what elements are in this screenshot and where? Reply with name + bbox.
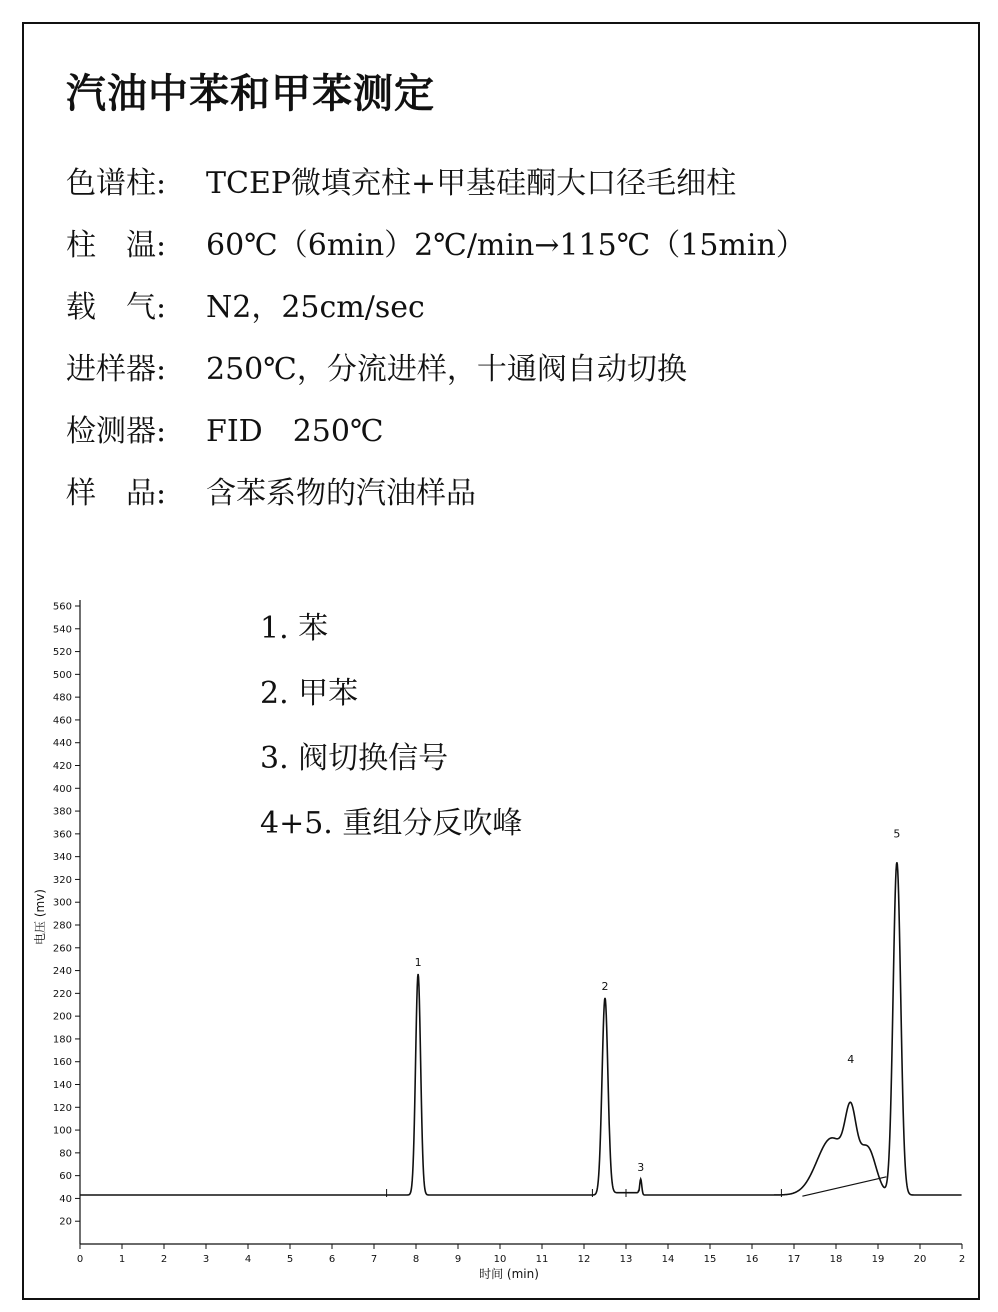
y-tick-label: 200	[52, 1011, 72, 1023]
x-tick-label: 19	[871, 1254, 885, 1265]
y-tick-label: 120	[52, 1102, 72, 1114]
y-tick-label: 140	[52, 1080, 72, 1091]
condition-value: TCEP微填充柱+甲基硅酮大口径毛细柱	[206, 166, 737, 201]
y-tick-label: 340	[52, 852, 72, 864]
y-tick-label: 500	[52, 669, 72, 681]
chromatogram-trace	[80, 827, 962, 1197]
condition-label: 进样器:	[66, 352, 167, 387]
x-tick-label: 15	[703, 1254, 717, 1265]
legend-item-1: 1. 苯	[260, 611, 329, 646]
x-tick-label: 1	[118, 1254, 126, 1265]
y-tick-label: 80	[59, 1148, 72, 1160]
peak-label: 2	[601, 979, 609, 993]
y-tick-label: 480	[52, 692, 72, 704]
x-tick-label: 17	[787, 1254, 801, 1265]
condition-label: 样 品:	[66, 476, 167, 511]
condition-label: 柱 温:	[66, 228, 167, 263]
x-tick-label: 4	[244, 1254, 252, 1265]
x-tick-label: 0	[76, 1254, 84, 1265]
x-tick-label: 5	[286, 1254, 294, 1265]
y-tick-label: 420	[52, 761, 72, 772]
x-tick-label: 13	[619, 1254, 633, 1265]
legend-item-2: 2. 甲苯	[260, 676, 359, 711]
x-tick-label: 11	[535, 1254, 549, 1265]
y-axis-ticks	[53, 602, 80, 1228]
y-tick-label: 180	[52, 1034, 72, 1046]
x-tick-label: 12	[577, 1254, 591, 1265]
y-tick-label: 460	[52, 715, 72, 727]
y-tick-label: 300	[52, 897, 72, 909]
y-tick-label: 440	[52, 738, 72, 750]
x-tick-label: 20	[913, 1254, 927, 1265]
y-tick-label: 380	[52, 806, 72, 818]
y-tick-label: 360	[52, 829, 72, 841]
x-axis-ticks	[77, 1244, 965, 1265]
y-tick-label: 560	[52, 601, 72, 613]
x-tick-label: 10	[493, 1254, 507, 1265]
condition-value: FID 250℃	[206, 414, 384, 449]
x-tick-label: 8	[412, 1254, 420, 1265]
x-tick-label: 14	[661, 1254, 675, 1265]
x-axis-label: 时间 (min)	[479, 1267, 539, 1281]
condition-value: 60℃（6min）2℃/min→115℃（15min）	[206, 228, 806, 263]
legend-item-3: 3. 阀切换信号	[260, 741, 449, 776]
peak-label: 3	[637, 1161, 645, 1175]
condition-label: 检测器:	[66, 414, 167, 449]
x-tick-label: 7	[370, 1254, 378, 1265]
y-tick-label: 320	[52, 874, 72, 886]
y-tick-label: 60	[59, 1171, 72, 1183]
condition-value: N2，25cm/sec	[206, 290, 425, 325]
condition-label: 色谱柱:	[66, 166, 167, 201]
peak-label: 1	[414, 955, 422, 969]
y-tick-label: 240	[52, 966, 72, 978]
y-tick-label: 260	[52, 943, 72, 955]
y-axis-label: 电压 (mv)	[33, 889, 47, 945]
x-tick-label: 3	[202, 1254, 210, 1265]
x-tick-label: 2	[160, 1254, 168, 1265]
peak-label: 4	[847, 1052, 855, 1066]
y-tick-label: 540	[52, 624, 72, 636]
x-tick-label: 18	[829, 1254, 843, 1265]
chromatogram-line	[80, 862, 962, 1195]
y-tick-label: 40	[59, 1193, 72, 1205]
x-tick-label: 6	[328, 1254, 336, 1265]
page-title: 汽油中苯和甲苯测定	[66, 71, 435, 117]
condition-value: 250℃，分流进样，十通阀自动切换	[206, 352, 687, 387]
legend-item-4-5: 4+5. 重组分反吹峰	[260, 806, 523, 841]
y-tick-label: 220	[52, 988, 72, 1000]
y-tick-label: 20	[59, 1216, 72, 1228]
condition-value: 含苯系物的汽油样品	[206, 476, 476, 511]
y-tick-label: 280	[52, 920, 72, 932]
y-tick-label: 160	[52, 1057, 72, 1069]
peak-label: 5	[893, 827, 901, 841]
integration-baseline	[802, 1177, 886, 1196]
x-tick-label: 16	[745, 1254, 759, 1265]
y-tick-label: 100	[52, 1125, 72, 1137]
x-tick-label: 9	[454, 1254, 462, 1265]
condition-label: 载 气:	[66, 290, 167, 325]
y-tick-label: 400	[52, 783, 72, 795]
x-tick-label: 2	[958, 1254, 966, 1265]
y-tick-label: 520	[52, 647, 72, 659]
